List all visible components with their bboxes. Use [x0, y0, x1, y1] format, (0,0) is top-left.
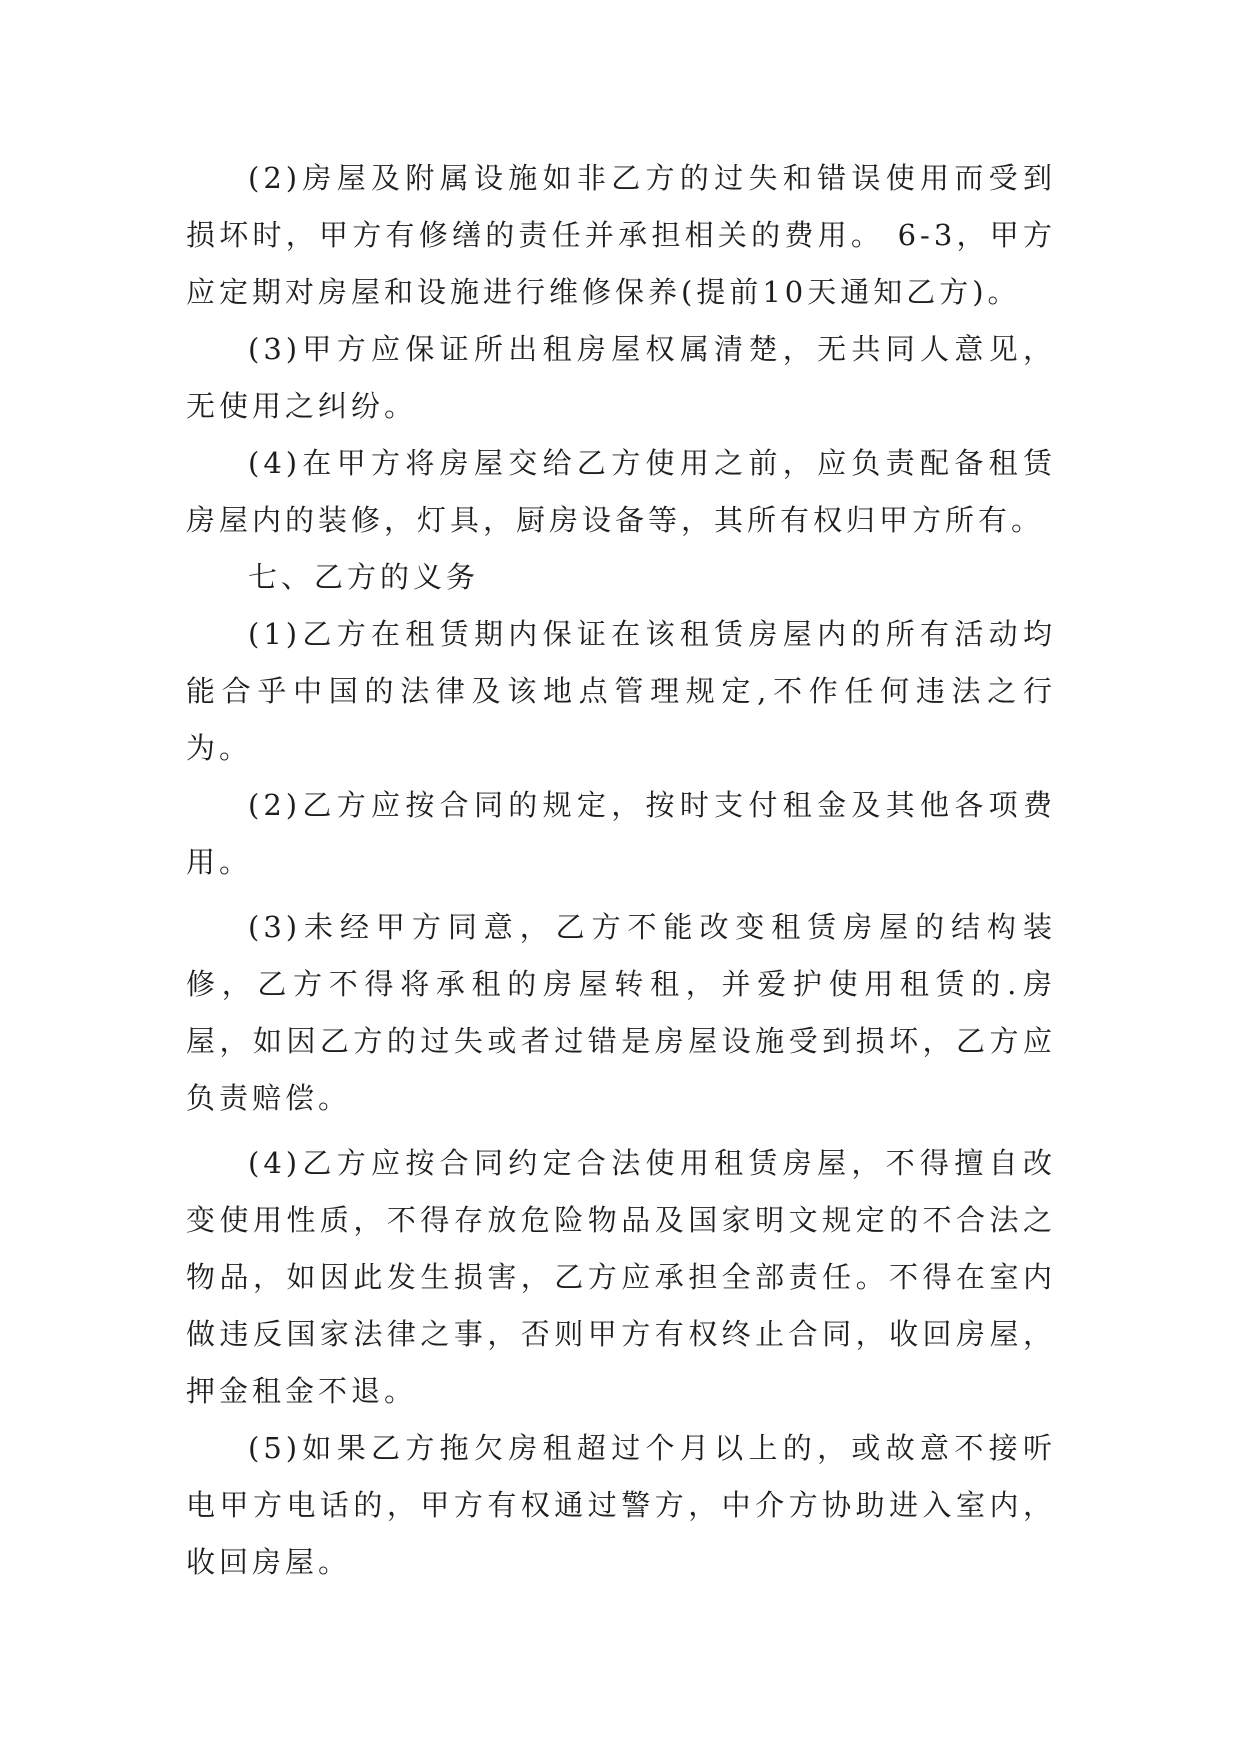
paragraph-landlord-furnishing: (4)在甲方将房屋交给乙方使用之前，应负责配备租赁房屋内的装修，灯具，厨房设备等，其所有权归甲方所有。 — [186, 446, 1056, 537]
paragraph-tenant-payment: (2)乙方应按合同的规定，按时支付租金及其他各项费用。 — [186, 788, 1056, 879]
paragraph-tenant-arrears: (5)如果乙方拖欠房租超过个月以上的，或故意不接听电甲方电话的，甲方有权通过警方，中介方协助进入室内，收回房屋。 — [186, 1431, 1056, 1579]
paragraph-tenant-no-alteration: (3)未经甲方同意，乙方不能改变租赁房屋的结构装修，乙方不得将承租的房屋转租，并爱护使用租赁的.房屋，如因乙方的过失或者过错是房屋设施受到损坏，乙方应负责赔偿。 — [186, 910, 1056, 1115]
paragraph-landlord-repair: (2)房屋及附属设施如非乙方的过失和错误使用而受到损坏时，甲方有修缮的责任并承担相关的费用。 6-3，甲方应定期对房屋和设施进行维修保养(提前10天通知乙方)。 — [186, 161, 1056, 309]
section-heading-tenant-duties: 七、乙方的义务 — [248, 560, 480, 594]
paragraph-landlord-ownership: (3)甲方应保证所出租房屋权属清楚，无共同人意见，无使用之纠纷。 — [186, 332, 1056, 423]
paragraph-tenant-lawful-use: (4)乙方应按合同约定合法使用租赁房屋，不得擅自改变使用性质，不得存放危险物品及国家明文规定的不合法之物品，如因此发生损害，乙方应承担全部责任。不得在室内做违反国家法律之事，否则甲方有权终止合同，收回房屋，押金租金不退。 — [186, 1146, 1056, 1408]
paragraph-tenant-lawful-activity: (1)乙方在租赁期内保证在该租赁房屋内的所有活动均能合乎中国的法律及该地点管理规定,不作任何违法之行为。 — [186, 617, 1056, 765]
document-body — [186, 150, 1056, 1591]
